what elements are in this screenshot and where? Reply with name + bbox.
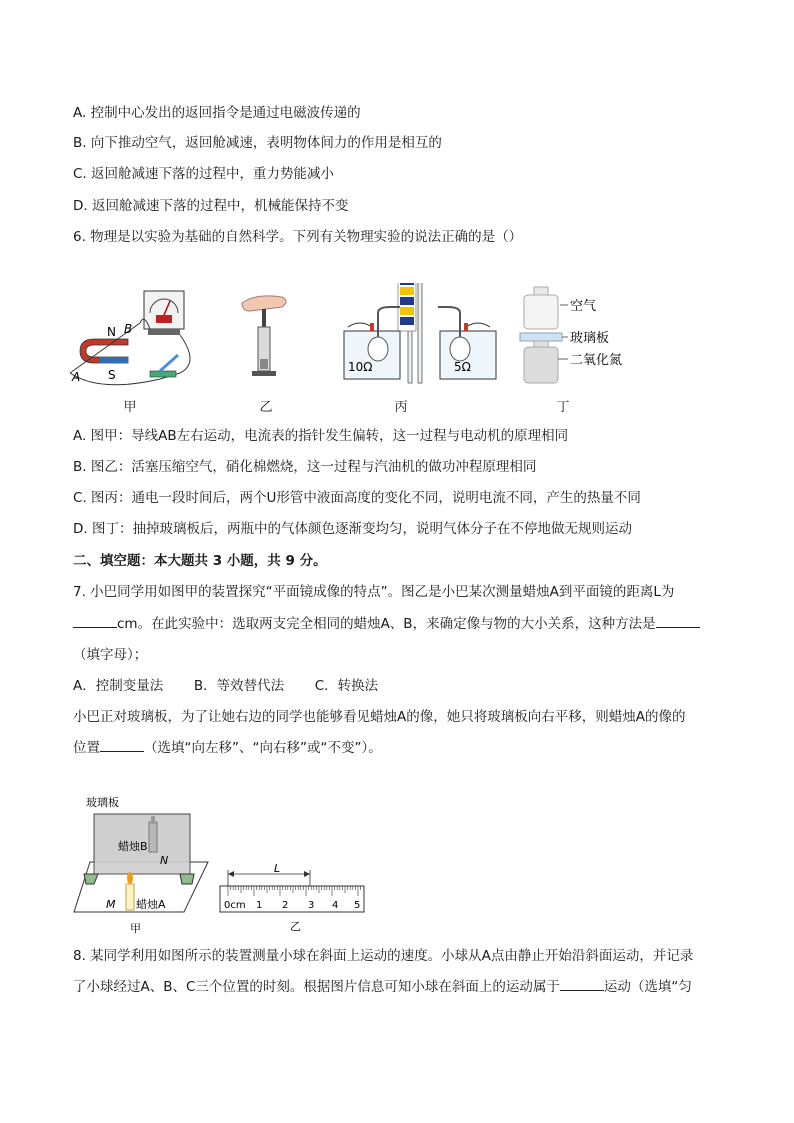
fig-jia-apparatus — [70, 291, 190, 385]
q7-line-2 — [73, 615, 700, 633]
q8-line-2-tail: 运动（选填“匀 — [603, 979, 692, 995]
fig-yi-apparatus — [242, 296, 286, 376]
label-candle-b: 蜡烛B — [118, 840, 148, 853]
q7-line-5-prefix: 位置 — [73, 740, 100, 756]
label-10-ohm: 10Ω — [348, 360, 373, 374]
section-prefix: 二、填空题： — [73, 553, 154, 569]
fig-ding-apparatus — [520, 287, 568, 383]
q7-line-5-text: （选填“向左移”、“向右移”或“不变”）。 — [144, 740, 382, 756]
answer-blank-4[interactable] — [560, 978, 604, 991]
q8-line-2 — [73, 978, 692, 996]
q6-option-d: D. 图丁：抽掉玻璃板后，两瓶中的气体颜色逐渐变均匀，说明气体分子在不停地做无规则运动 — [73, 521, 632, 537]
ruler-label-l: L — [274, 862, 281, 875]
label-b: B — [124, 322, 133, 336]
q7-line-5 — [73, 739, 382, 757]
q7-line-3: （填字母）； — [73, 647, 148, 663]
q7-choice-b: B．等效替代法 — [193, 678, 285, 694]
caption-fig-yi: 乙 — [290, 920, 301, 933]
label-air: 空气 — [570, 299, 597, 314]
q7-choice-c: C．转换法 — [314, 678, 379, 694]
label-a: A — [72, 370, 81, 384]
q8-line-2-text: 了小球经过A、B、C三个位置的时刻。根据图片信息可知小球在斜面上的运动属于 — [73, 979, 560, 995]
label-n: N — [107, 325, 116, 339]
ruler-tick-2: 2 — [282, 900, 289, 911]
label-5-ohm: 5Ω — [454, 360, 471, 374]
answer-blank-1[interactable] — [73, 615, 117, 628]
q7-choice-a: A．控制变量法 — [73, 678, 164, 694]
ruler-tick-1: 1 — [256, 900, 263, 911]
label-glass-plate: 玻璃板 — [570, 331, 610, 346]
q5-option-a: A. 控制中心发出的返回指令是通过电磁波传递的 — [73, 105, 361, 121]
caption-fig-jia: 甲 — [130, 922, 141, 935]
ruler-tick-0: 0cm — [224, 900, 246, 911]
q7-line-2-text: cm。在此实验中：选取两支完全相同的蜡烛A、B，来确定像与物的大小关系，这种方法是 — [117, 616, 656, 632]
q5-option-c: C. 返回舱减速下落的过程中，重力势能减小 — [73, 166, 335, 182]
section-desc: 本大题共 3 小题，共 9 分。 — [154, 553, 327, 569]
q6-option-a: A. 图甲：导线AB左右运动，电流表的指针发生偏转，这一过程与电动机的原理相同 — [73, 428, 569, 444]
q6-figures — [60, 283, 680, 395]
ruler-tick-4: 4 — [332, 900, 339, 911]
q6-option-c: C. 图丙：通电一段时间后，两个U形管中液面高度的变化不同，说明电流不同，产生的热量不同 — [73, 490, 641, 506]
q7-figures — [70, 792, 370, 938]
label-point-n: N — [160, 854, 169, 867]
q6-stem: 6. 物理是以实验为基础的自然科学。下列有关物理实验的说法正确的是（） — [73, 229, 523, 245]
label-s: S — [108, 368, 116, 382]
q7-choices — [73, 677, 378, 695]
caption-yi: 乙 — [259, 400, 273, 415]
answer-blank-2[interactable] — [656, 615, 700, 628]
section-title — [73, 552, 327, 570]
caption-ding: 丁 — [556, 400, 570, 415]
label-no2: 二氧化氮 — [570, 353, 623, 368]
answer-blank-3[interactable] — [100, 739, 144, 752]
q5-option-b: B. 向下推动空气，返回舱减速，表明物体间力的作用是相互的 — [73, 135, 442, 151]
ruler-tick-3: 3 — [308, 900, 315, 911]
caption-bing: 丙 — [394, 400, 408, 415]
label-point-m: M — [106, 898, 116, 911]
q7-line-1: 7. 小巴同学用如图甲的装置探究“平面镜成像的特点”。图乙是小巴某次测量蜡烛A到平面镜的距离L为 — [73, 584, 675, 600]
label-glass-board: 玻璃板 — [86, 796, 119, 809]
q7-line-4: 小巴正对玻璃板，为了让她右边的同学也能够看见蜡烛A的像，她只将玻璃板向右平移，则蜡烛A的像的 — [73, 709, 686, 725]
q8-line-1: 8. 某同学利用如图所示的装置测量小球在斜面上运动的速度。小球从A点由静止开始沿斜面运动，并记录 — [73, 948, 694, 964]
q5-option-d: D. 返回舱减速下落的过程中，机械能保持不变 — [73, 198, 349, 214]
caption-jia: 甲 — [123, 400, 137, 415]
q6-option-b: B. 图乙：活塞压缩空气，硝化棉燃烧，这一过程与汽油机的做功冲程原理相同 — [73, 459, 537, 475]
label-candle-a: 蜡烛A — [136, 898, 166, 911]
ruler-tick-5: 5 — [354, 900, 361, 911]
